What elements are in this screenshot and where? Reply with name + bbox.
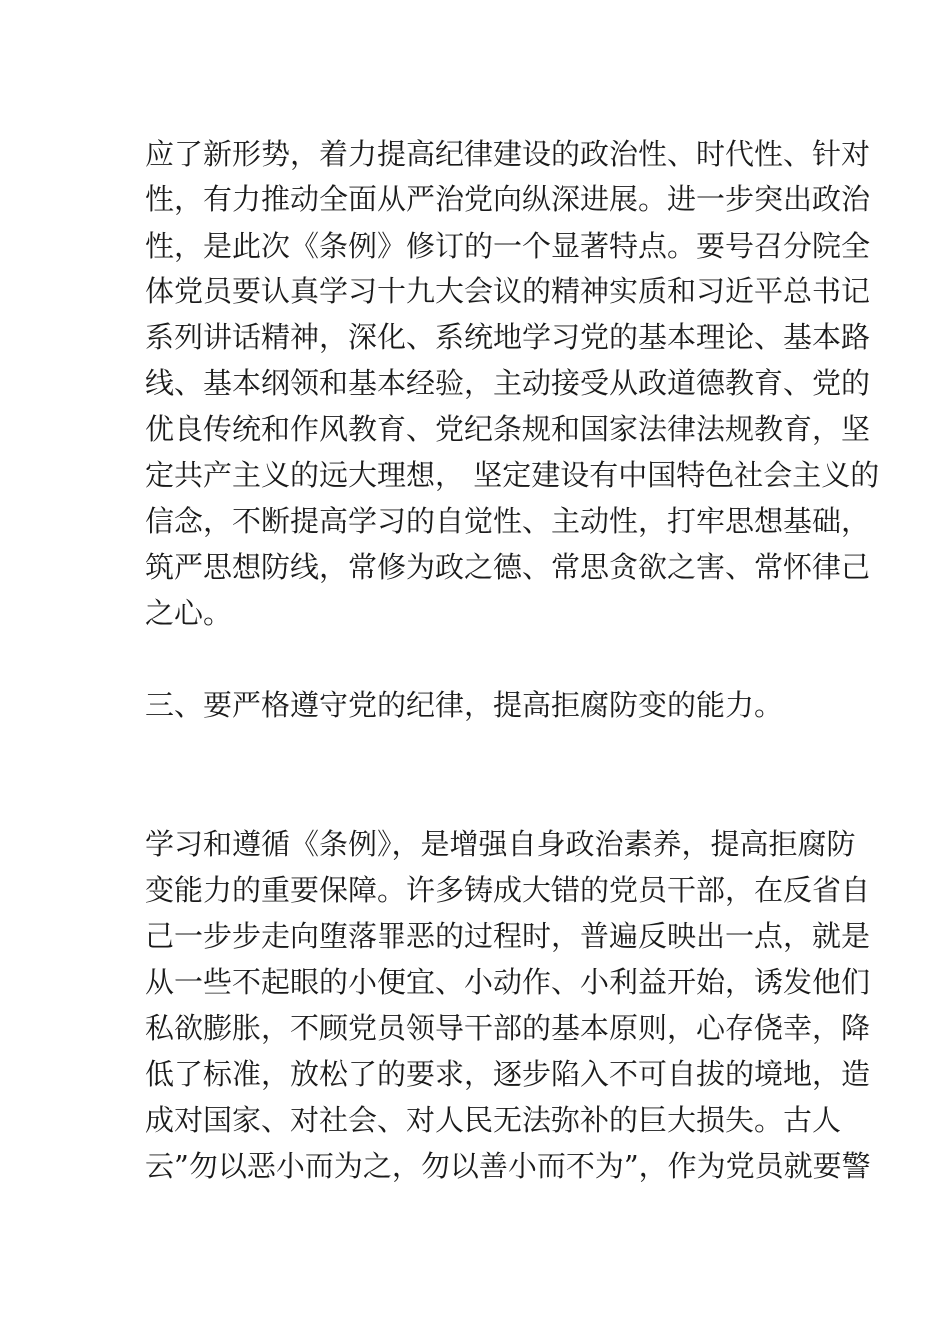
text-line: 信念，不断提高学习的自觉性、主动性，打牢思想基础， bbox=[145, 504, 871, 538]
text-line: 筑严思想防线，常修为政之德、常思贪欲之害、常怀律己 bbox=[145, 550, 871, 584]
text-line: 应了新形势，着力提高纪律建设的政治性、时代性、针对 bbox=[145, 137, 871, 171]
text-line: 体党员要认真学习十九大会议的精神实质和习近平总书记 bbox=[145, 274, 871, 308]
text-line: 定共产主义的远大理想， 坚定建设有中国特色社会主义的 bbox=[145, 458, 880, 492]
text-line: 低了标准，放松了的要求，逐步陷入不可自拔的境地，造 bbox=[145, 1057, 871, 1091]
text-line: 性，有力推动全面从严治党向纵深进展。进一步突出政治 bbox=[145, 182, 871, 216]
text-line: 变能力的重要保障。许多铸成大错的党员干部，在反省自 bbox=[145, 873, 871, 907]
text-line: 从一些不起眼的小便宜、小动作、小利益开始，诱发他们 bbox=[145, 965, 871, 999]
section-heading: 三、要严格遵守党的纪律，提高拒腐防变的能力。 bbox=[145, 688, 784, 722]
text-line: 己一步步走向堕落罪恶的过程时，普遍反映出一点，就是 bbox=[145, 919, 871, 953]
text-line: 云”勿以恶小而为之，勿以善小而不为”，作为党员就要警 bbox=[145, 1149, 871, 1183]
text-line: 学习和遵循《条例》，是增强自身政治素养，提高拒腐防 bbox=[145, 827, 856, 861]
text-line: 成对国家、对社会、对人民无法弥补的巨大损失。古人 bbox=[145, 1103, 842, 1137]
text-line: 之心。 bbox=[145, 596, 233, 630]
text-line: 性，是此次《条例》修订的一个显著特点。要号召分院全 bbox=[145, 229, 871, 263]
text-line: 系列讲话精神，深化、系统地学习党的基本理论、基本路 bbox=[145, 320, 871, 354]
text-line: 线、基本纲领和基本经验，主动接受从政道德教育、党的 bbox=[145, 366, 871, 400]
text-line: 私欲膨胀，不顾党员领导干部的基本原则，心存侥幸，降 bbox=[145, 1011, 871, 1045]
text-line: 优良传统和作风教育、党纪条规和国家法律法规教育，坚 bbox=[145, 412, 871, 446]
